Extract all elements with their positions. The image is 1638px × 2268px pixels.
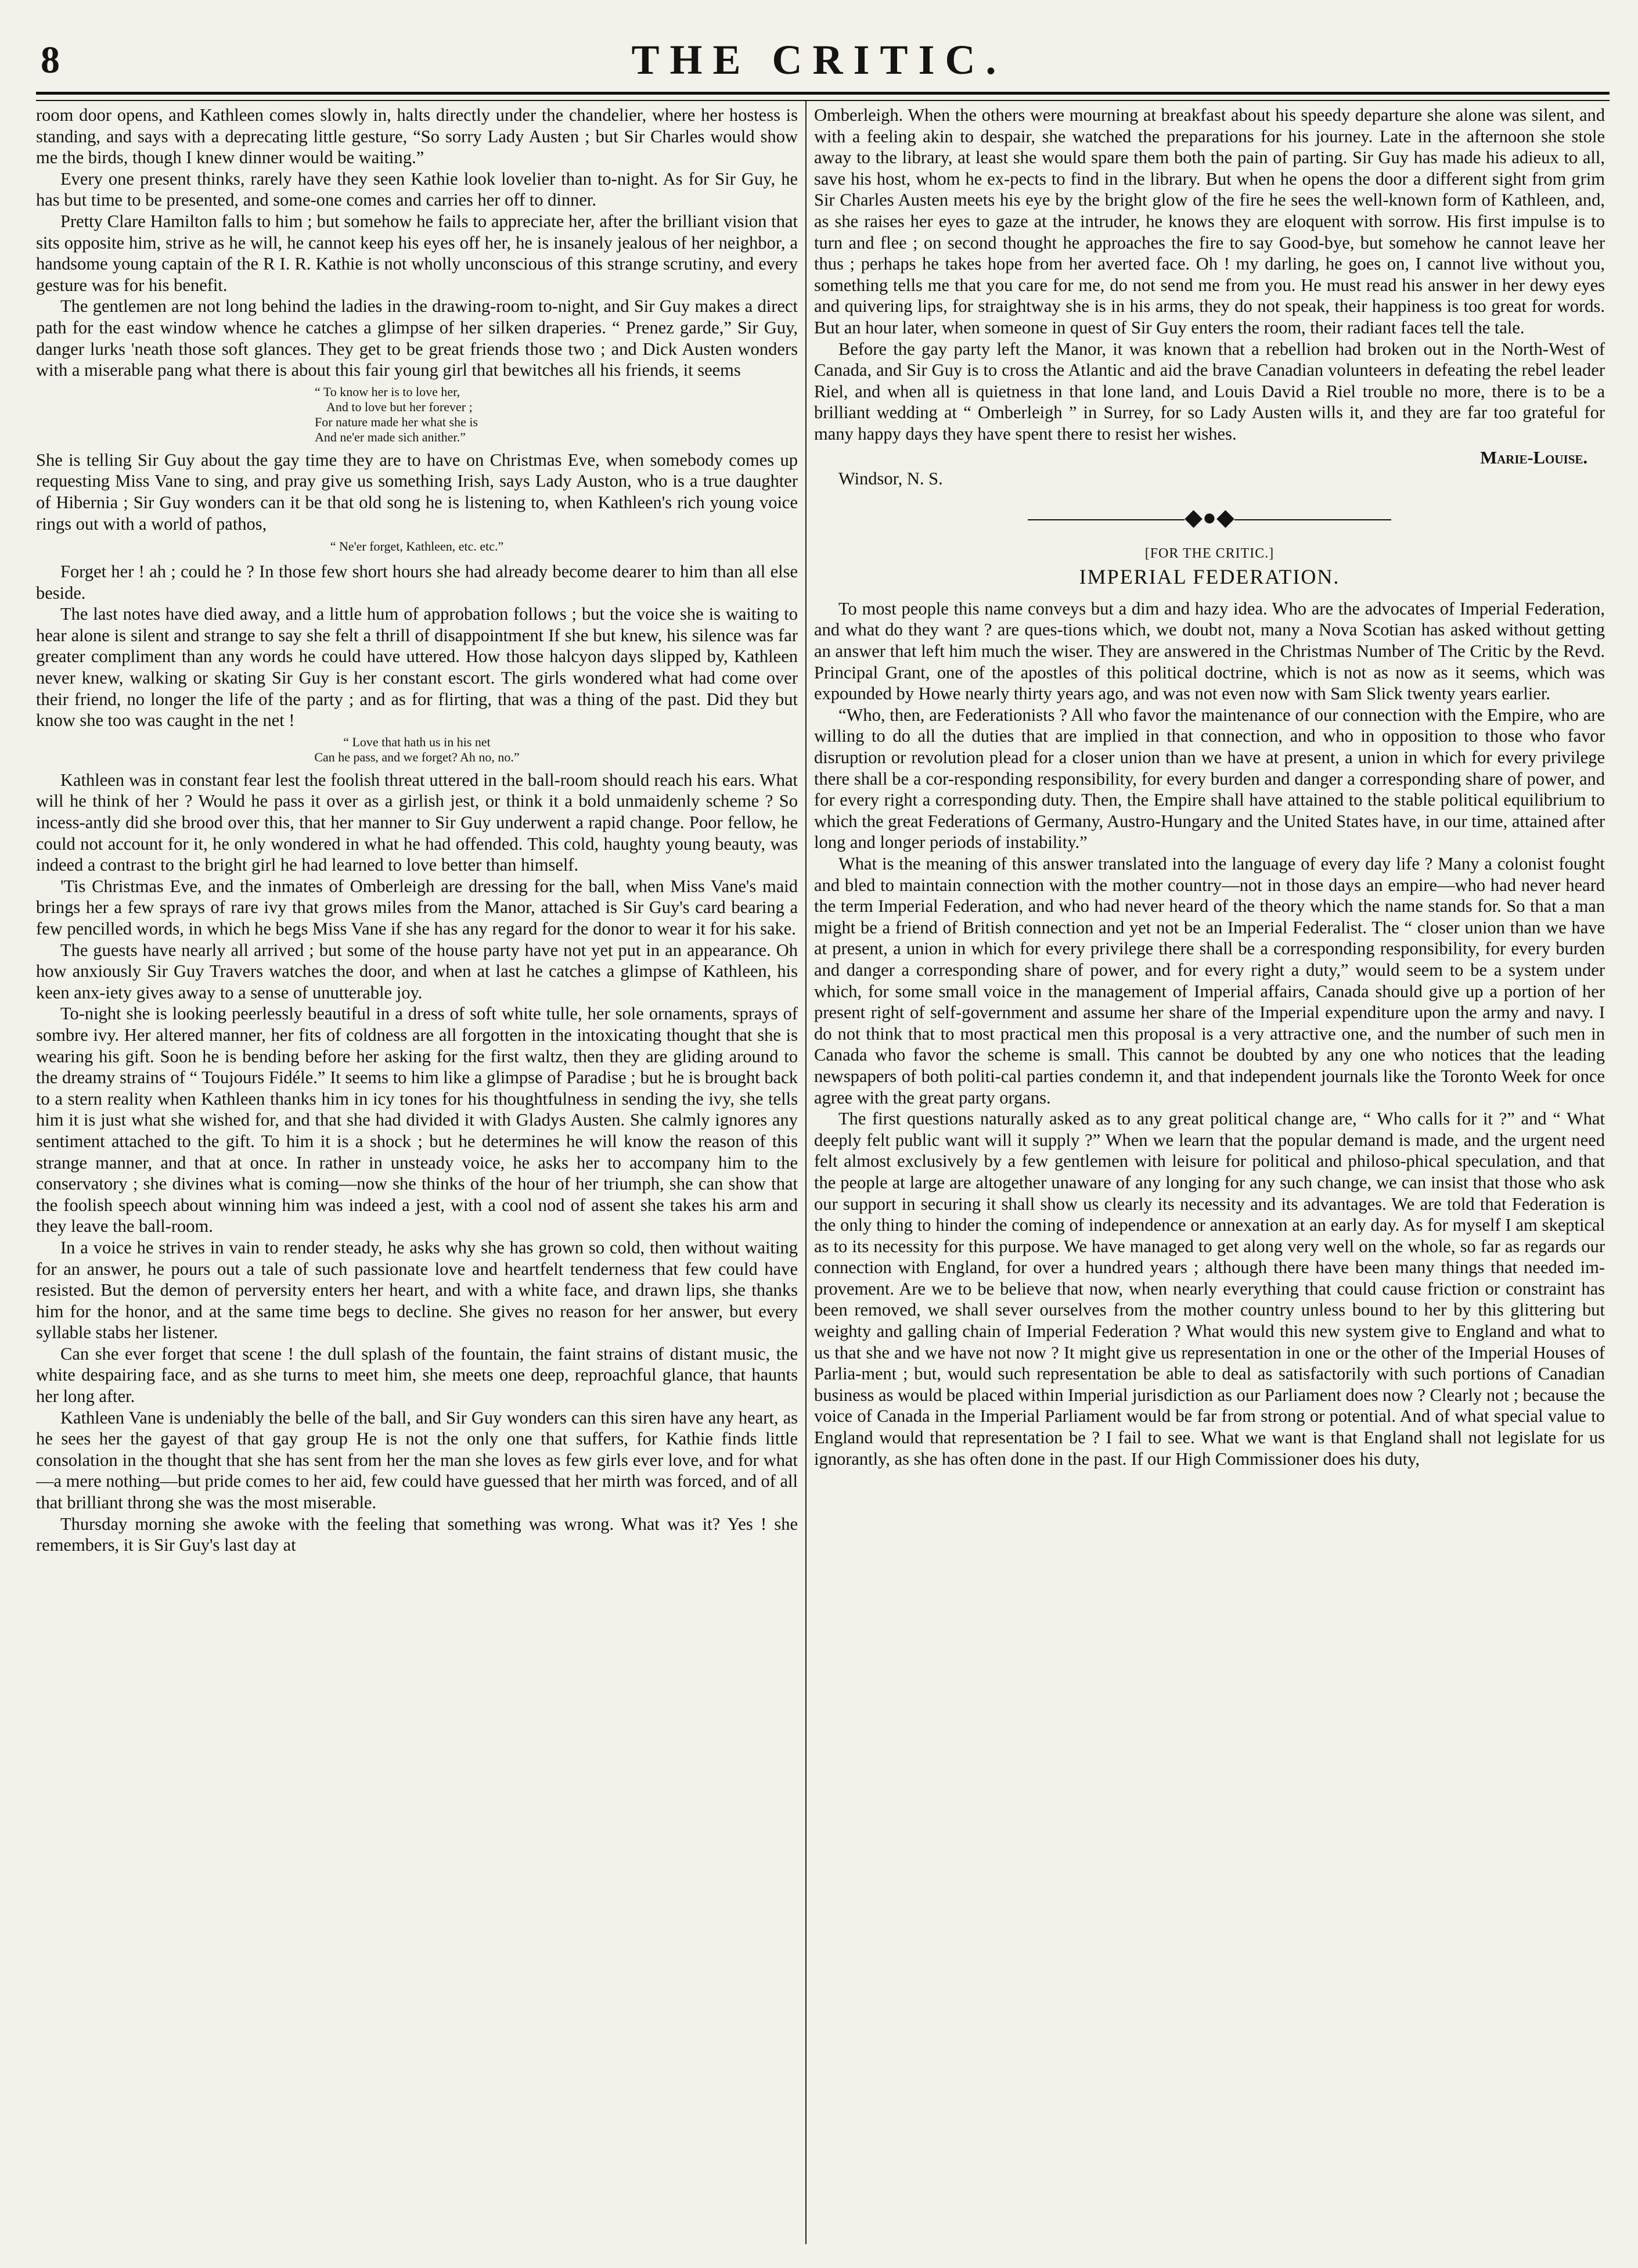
story-paragraph: To-night she is looking peerlessly beautiful in a dress of soft white tulle, her sole ornaments, sprays of sombre ivy. Her altered manner, her fits of coldness are all forgotten in the intoxicating thought that she is wearing his gift. Soon he is bending before her asking for the first waltz, then they are gliding around to the dreamy strains of “ Toujours Fidéle.” It seems to him like a glimpse of Paradise ; but he is brought back to a stern reality when Kathleen thanks him in icy tones for his thoughtfulness in sending the ivy, she tells him it is just what she wished for, and that she had divided it with Gladys Austen. She calmly ignores any sentiment attached to the gift. To him it is a shock ; but he determines he will know the reason of this strange manner, and that at once. In rather in unsteady voice, he asks her to accompany him to the conservatory ; she divines what is coming—now she thinks of the hour of her triumph, she can show that the foolish speech about winning him was indeed a jest, with a cool nod of assent she takes his arm and they leave the ball-room. [36,1004,798,1237]
article-paragraph: What is the meaning of this answer translated into the language of every day life ? Many a colonist fought and bled to maintain connection with the mother country—not in those days an empire—who had never heard the term Imperial Federation, and who had never heard of the theory which the name stands for. So that a man might be a friend of British connection and yet not be an Imperial Federalist. The “ closer union than we have at present, a union in which for every privilege there shall be a corresponding responsibility, for every burden and danger a corresponding share of power, and for every right a duty,” would seem to be a system under which, for some small voice in the management of Imperial affairs, Canada should give up a portion of her present right of self-government and assume her share of the Imperial expenditure upon the army and navy. I do not think that to most practical men this proposal is a very attractive one, and the number of such men in Canada who favor the scheme is small. This cannot be doubted by any one who notices that the leading newspapers of both politi-cal parties condemn it, and that independent journals like the Toronto Week for once agree with the great party organs. [814,854,1605,1108]
story-paragraph: Forget her ! ah ; could he ? In those few short hours she had already become dearer to him than all else beside. [36,562,798,603]
right-column [814,105,1605,2245]
story-paragraph: The last notes have died away, and a little hum of approbation follows ; but the voice she is waiting to hear alone is silent and strange to say she felt a thrill of disappointment If she but knew, his silence was far greater compliment than any words he could have uttered. How those halcyon days slipped by, Kathleen never knew, walking or skating Sir Guy is her constant escort. The girls wondered what had come over their friend, no longer the life of the party ; and as for flirting, that was a thing of the past. Did they but know she too was caught in the net ! [36,604,798,731]
story-paragraph: In a voice he strives in vain to render steady, he asks why she has grown so cold, then without waiting for an answer, he pours out a tale of such passionate love and heartfelt tenderness that few could have resisted. But the demon of perversity enters her heart, and with a white face, and drawn lips, she thanks him for the honor, and at the same time begs to decline. She gives no reason for her answer, but every syllable stabs her listener. [36,1237,798,1343]
song-citation: “ Ne'er forget, Kathleen, etc. etc.” [330,539,504,554]
article-paragraph: “Who, then, are Federationists ? All who favor the maintenance of our connection with the Empire, who are willing to do all the duties that are implied in that connection, and who in opposition to those who favor disruption or revolution plead for a closer union than we have at present, a union in which for every privilege there shall be a cor-responding responsibility, for every burden and danger a corresponding share of power, and for every right a corresponding duty. Then, the Empire shall have attained to the stable political equilibrium to which the great Federations of Germany, Austro-Hungary and the United States have, in our time, attained after long and longer periods of instability.” [814,705,1605,853]
article-headline: IMPERIAL FEDERATION. [1079,565,1340,589]
verse-quote [36,735,798,765]
story-paragraph: She is telling Sir Guy about the gay time they are to have on Christmas Eve, when somebody comes up requesting Miss Vane to sing, and pray give us something Irish, says Lady Auston, who is a true daughter of Hibernia ; Sir Guy wonders can it be that old song he is listening to, when Kathleen's rich young voice rings out with a world of pathos, [36,450,798,534]
newspaper-masthead: THE CRITIC. [631,37,1007,83]
verse-quote [36,384,798,445]
verse-line: And to love but her forever ; [326,399,473,414]
story-paragraph: Omberleigh. When the others were mourning at breakfast about his speedy departure she alone was silent, and with a feeling akin to despair, she watched the preparations for his journey. Late in the afternoon she stole away to the library, at least she would spare them both the pain of parting. Sir Guy has made his adieux to all, save his host, whom he ex-pects to find in the library. But when he opens the door a different sight from grim Sir Charles Austen meets his eye by the bright glow of the fire he sees the well-known form of Kathleen, and, as she raises her eyes to gaze at the intruder, he knows they are eloquent with sorrow. His first impulse is to turn and flee ; on second thought he approaches the fire to say Good-bye, but somehow he cannot leave her thus ; perhaps he takes hope from her averted face. Oh ! my darling, he goes on, I cannot live without you, something tells me that you care for me, do not send me from you. He must read his answer in her dewy eyes and quivering lips, for straightway she is in his arms, they do not speak, their happiness is too great for words. But an hour later, when someone in quest of Sir Guy enters the room, their radiant faces tell the tale. [814,105,1605,337]
article-byline: [FOR THE CRITIC.] [1144,545,1275,561]
story-paragraph: 'Tis Christmas Eve, and the inmates of Omberleigh are dressing for the ball, when Miss Vane's maid brings her a few sprays of rare ivy that grows miles from the Manor, attached is Sir Guy's card bearing a few pencilled words, in which he begs Miss Vane if she has any regard for the donor to wear it for his sake. [36,876,798,939]
story-paragraph: Can she ever forget that scene ! the dull splash of the fountain, the faint strains of distant music, the white despairing face, and as she turns to meet him, she meets one deep, reproachful glance, that haunts her long after. [36,1343,798,1407]
story-paragraph: room door opens, and Kathleen comes slowly in, halts directly under the chandelier, where her hostess is standing, and says with a deprecating little gesture, “So sorry Lady Austen ; but Sir Charles would show me the birds, though I knew dinner would be waiting.” [36,105,798,168]
left-column [36,105,798,2245]
story-paragraph: Thursday morning she awoke with the feeling that something was wrong. What was it? Yes ! she remembers, it is Sir Guy's last day at [36,1514,798,1555]
author-signature: Marie-Louise. [1480,447,1587,468]
verse-line: For nature made her what she is [315,414,478,429]
story-paragraph: Kathleen was in constant fear lest the foolish threat uttered in the ball-room should reach his ears. What will he think of her ? Would he pass it over as a girlish jest, or think it a bold unmaidenly scheme ? So incess-antly did she brood over this, that her manner to Sir Guy underwent a rapid change. Poor fellow, he could not account for it, he only wondered in what he had offended. This cold, haughty young beauty, was indeed a contrast to the bright girl he had learned to love better than himself. [36,770,798,875]
column-divider [805,101,807,2244]
article-paragraph: To most people this name conveys but a dim and hazy idea. Who are the advocates of Imperial Federation, and what do they want ? are ques-tions which, we doubt not, many a Nova Scotian has asked without getting an answer that left him much the wiser. They are answered in the Christmas Number of The Critic by the Revd. Principal Grant, one of the apostles of this political doctrine, which is not as now as it seems, which was expounded by Howe nearly thirty years ago, and was not even now with Sam Slick twenty years earlier. [814,598,1605,704]
verse-line: “ Love that hath us in his net [343,734,491,749]
story-paragraph: Kathleen Vane is undeniably the belle of the ball, and Sir Guy wonders can this siren have any heart, as he sees her the gayest of that gay group He is not the only one that suffers, for Kathie finds little consolation in the thought that she has sent from her the man she loves as few girls ever love, and for what—a mere nothing—but pride comes to her aid, few could have guessed that her mirth was forced, and of all that brilliant throng she was the most miserable. [36,1407,798,1513]
story-paragraph: Pretty Clare Hamilton falls to him ; but somehow he fails to appreciate her, after the brilliant vision that sits opposite him, strive as he will, he cannot keep his eyes off her, he is insanely jealous of her neighbor, a handsome young captain of the R I. R. Kathie is not wholly unconscious of this strange scrutiny, and every gesture was for his benefit. [36,211,798,295]
verse-line: Can he pass, and we forget? Ah no, no.” [314,749,520,764]
story-paragraph: Every one present thinks, rarely have they seen Kathie look lovelier than to-night. As for Sir Guy, he has but time to be presented, and some-one comes and carries her off to dinner. [36,168,798,210]
story-paragraph: The gentlemen are not long behind the ladies in the drawing-room to-night, and Sir Guy makes a direct path for the east window whence he catches a glimpse of her silken draperies. “ Prenez garde,” Sir Guy, danger lurks 'neath those soft glances. They get to be great friends those two ; and Dick Austen wonders with a miserable pang what there is about this fair young girl that bewitches all his friends, it seems [36,296,798,380]
section-ornament: ◆●◆ [814,506,1605,529]
story-paragraph: The guests have nearly all arrived ; but some of the house party have not yet put in an appearance. Oh how anxiously Sir Guy Travers watches the door, and when at last he catches a glimpse of Kathleen, his keen anx-iety gives away to a sense of unutterable joy. [36,940,798,1002]
author-location: Windsor, N. S. [838,469,943,489]
article-paragraph: The first questions naturally asked as to any great political change are, “ Who calls for it ?” and “ What deeply felt public want will it supply ?” When we learn that the popular demand is made, and the urgent need felt almost exclusively by a few gentlemen with leisure for political and philoso-phical speculation, and that the people at large are altogether unaware of any longing for any such change, we can insist that those who ask our support in securing it shall show us clearly its necessity and its advantages. We are told that Federation is the only thing to hinder the coming of independence or annexation at an early day. As for myself I am skeptical as to its necessity for this purpose. We have managed to get along very well on the whole, so far as regards our connection with England, for over a hundred years ; although there have been many things that needed im-provement. Are we to be believe that now, when nearly everything that could cause friction or constraint has been removed, we shall sever ourselves from the mother country unless bound to her by this glittering but weighty and galling chain of Imperial Federation ? What would this new system give to England and what to us that she and we have not now ? It might give us representation in one or the other of the Imperial Houses of Parlia-ment ; but, would such representation be able to deal as satisfactorily with such portions of Canadian business as would be placed within Imperial jurisdiction as our Parliament does now ? Clearly not ; because the voice of Canada in the Imperial Parliament would be far from strong or potential. And of what special value to England would that representation be ? I fail to see. What we want is that England shall not legislate for us ignorantly, as she has often done in the past. If our High Commissioner does his duty, [814,1109,1605,1469]
story-paragraph: Before the gay party left the Manor, it was known that a rebellion had broken out in the North-West of Canada, and Sir Guy is to cross the Atlantic and aid the brave Canadian volunteers in defeating the rebel leader Riel, and when all is quietness in that lone land, and Louis David a Riel trouble no more, there is to be a brilliant wedding at “ Omberleigh ” in Surrey, for so Lady Austen wills it, and they are far too grateful for many happy days they have spent there to resist her wishes. [814,339,1605,444]
verse-line: “ To know her is to love her, [315,384,460,399]
header-rule-thin [36,100,1610,101]
verse-line: And ne'er made sich anither.” [315,429,466,444]
page-number: 8 [41,39,60,81]
header-rule [36,92,1610,95]
